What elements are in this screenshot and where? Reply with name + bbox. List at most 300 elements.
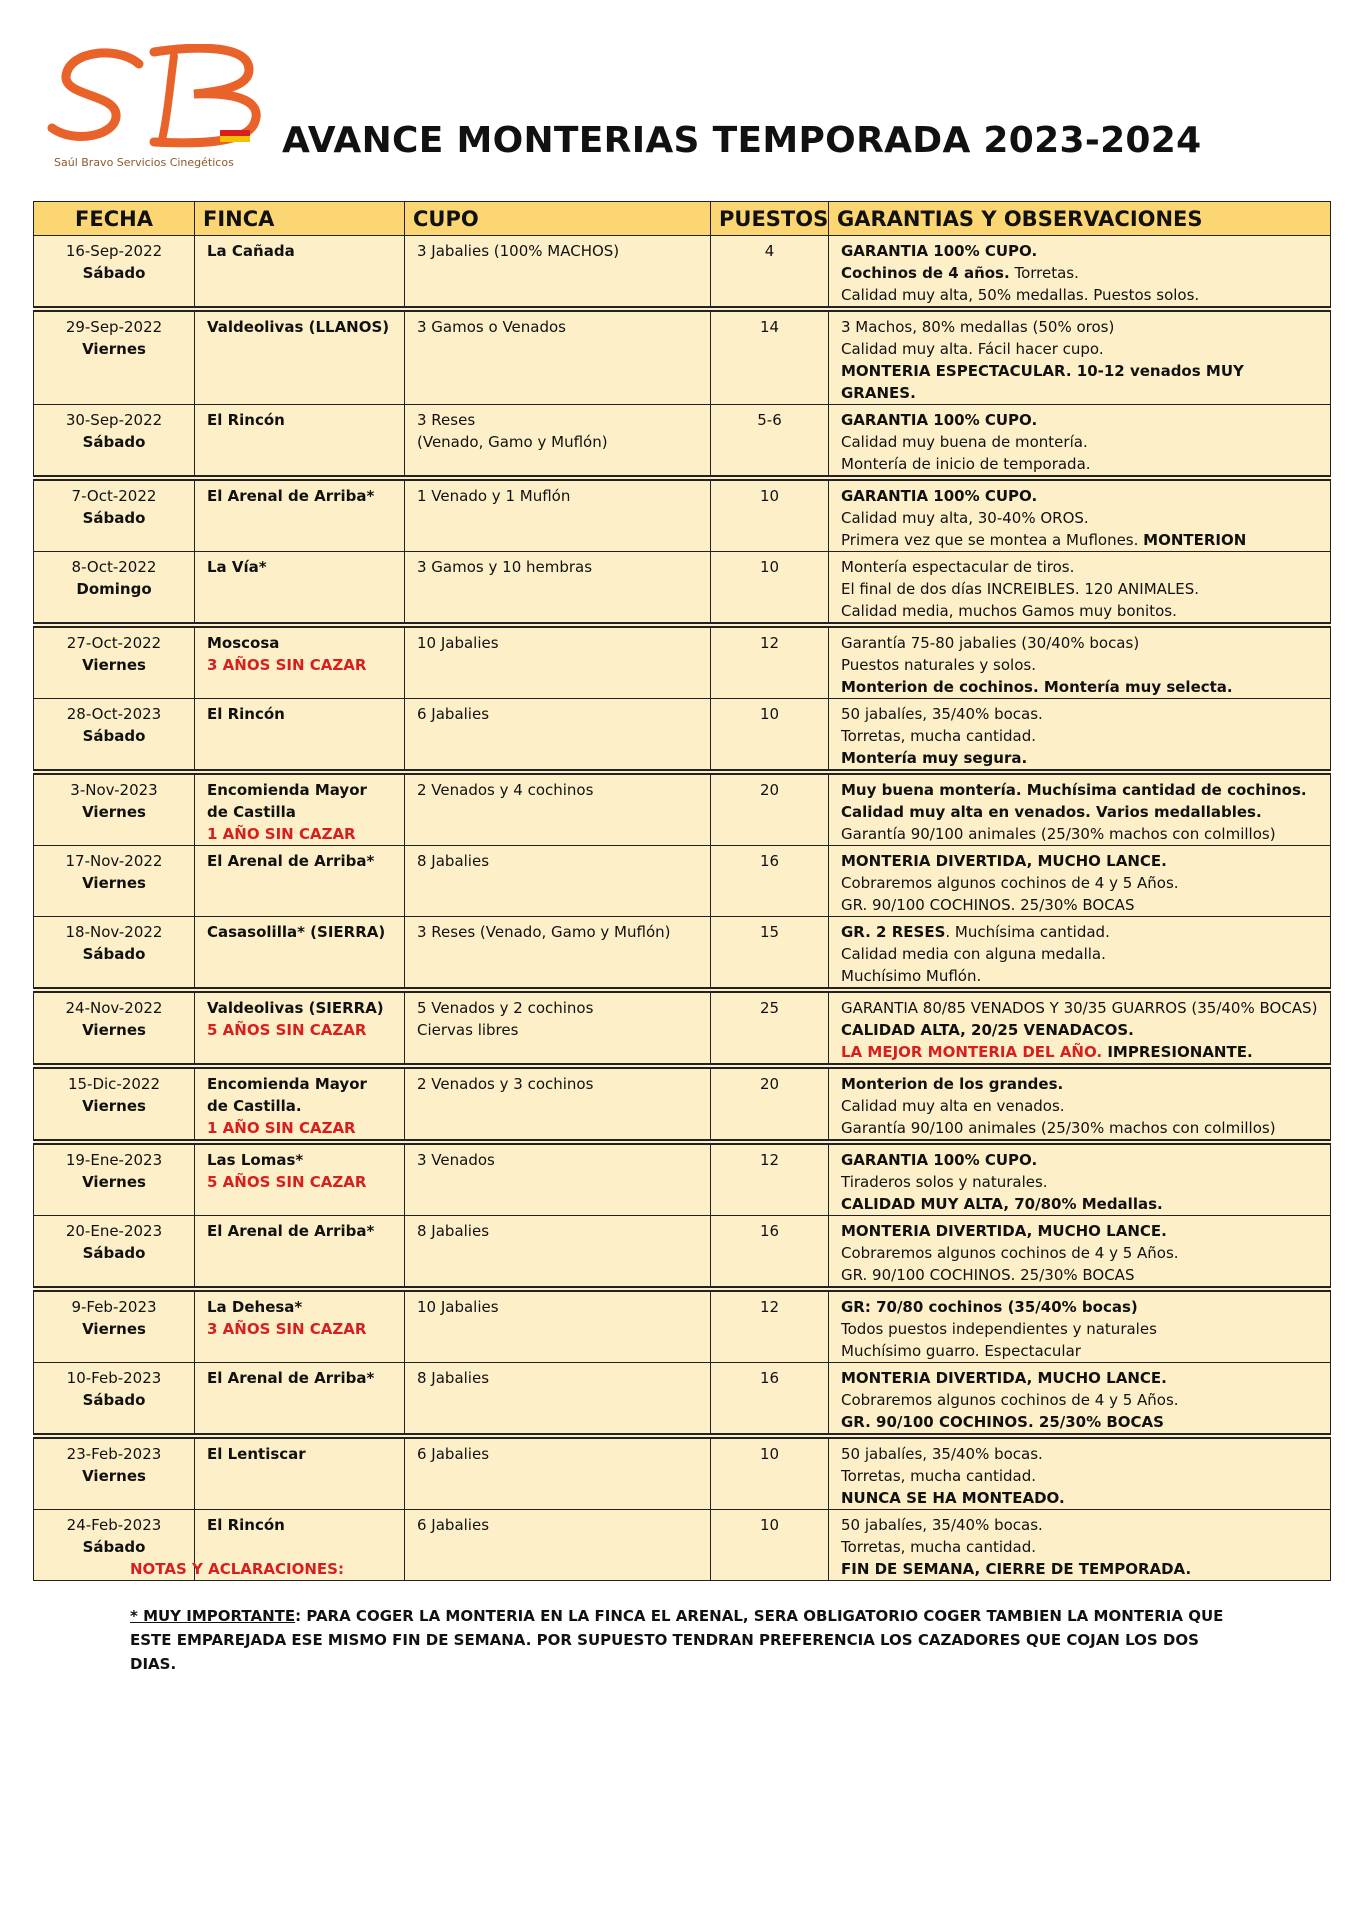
cell-observaciones (829, 1216, 1331, 1290)
observation-segment: Calidad muy alta en venados. (841, 1097, 1065, 1115)
table-row (34, 309, 1331, 405)
cell-fecha (34, 772, 195, 846)
observation-segment: Calidad muy alta, 50% medallas. Puestos solos. (841, 286, 1200, 304)
notes-text: : PARA COGER LA MONTERIA EN LA FINCA EL ARENAL, SERA OBLIGATORIO COGER TAMBIEN LA MONTERIA QUE ESTE EMPAREJADA ESE MISMO FIN DE SEMANA. POR SUPUESTO TENDRAN PREFERENCIA LOS CAZADORES QUE COJAN LOS DOS DIAS. (130, 1607, 1224, 1673)
date-text: 28-Oct-2023 (66, 705, 162, 723)
table-row (34, 405, 1331, 479)
cell-cupo (405, 478, 711, 552)
observation-line (841, 316, 1318, 338)
date-text: 16-Sep-2022 (65, 242, 163, 260)
observation-segment: GR. 90/100 COCHINOS. 25/30% BOCAS (841, 1266, 1135, 1284)
cupo-line: 2 Venados y 3 cochinos (417, 1075, 594, 1093)
observation-line (841, 850, 1318, 872)
puestos-value: 15 (759, 923, 780, 941)
cell-cupo (405, 552, 711, 626)
cell-observaciones (829, 552, 1331, 626)
finca-name: El Rincón (207, 411, 285, 429)
finca-name: Moscosa (207, 634, 280, 652)
observation-line (841, 1073, 1318, 1095)
cell-fecha (34, 1289, 195, 1363)
header-puestos: PUESTOS (711, 202, 829, 236)
cell-finca (195, 552, 405, 626)
finca-name: El Arenal de Arriba* (207, 852, 375, 870)
observation-line (841, 1041, 1318, 1063)
cell-cupo (405, 1066, 711, 1142)
cell-fecha (34, 1363, 195, 1437)
cell-cupo (405, 699, 711, 773)
table-row (34, 917, 1331, 991)
cupo-line: 10 Jabalies (417, 634, 499, 652)
observation-segment: Muy buena montería. Muchísima cantidad de cochinos. (841, 781, 1307, 799)
observation-line (841, 943, 1318, 965)
cell-puestos (711, 990, 829, 1066)
date-text: 3-Nov-2023 (70, 781, 158, 799)
observation-segment: LA MEJOR MONTERIA DEL AÑO. (841, 1043, 1103, 1061)
cupo-line: 3 Reses (417, 411, 476, 429)
cupo-line: 3 Reses (Venado, Gamo y Muflón) (417, 923, 671, 941)
finca-note: 5 AÑOS SIN CAZAR (207, 1173, 367, 1191)
observation-line (841, 1367, 1318, 1389)
puestos-value: 16 (759, 1369, 780, 1387)
table-row (34, 772, 1331, 846)
observation-segment: GARANTIA 100% CUPO. (841, 242, 1038, 260)
weekday-text: Viernes (82, 1021, 146, 1039)
cell-puestos (711, 1216, 829, 1290)
observation-line (841, 1340, 1318, 1362)
finca-name: Valdeolivas (LLANOS) (207, 318, 390, 336)
observation-segment: GR. 2 RESES (841, 923, 946, 941)
observation-line (841, 240, 1318, 262)
cell-fecha (34, 1066, 195, 1142)
cupo-line: (Venado, Gamo y Muflón) (417, 433, 608, 451)
table-row (34, 478, 1331, 552)
observation-segment: GARANTIA 80/85 VENADOS Y 30/35 GUARROS (35/40% BOCAS) (841, 999, 1318, 1017)
cupo-line: Ciervas libres (417, 1021, 519, 1039)
cell-fecha (34, 478, 195, 552)
flag-stripe-gold (220, 136, 250, 142)
cell-cupo (405, 1142, 711, 1216)
cell-finca (195, 478, 405, 552)
observation-line (841, 556, 1318, 578)
observation-line (841, 894, 1318, 916)
observation-segment: GR. 90/100 COCHINOS. 25/30% BOCAS (841, 1413, 1164, 1431)
cell-cupo (405, 990, 711, 1066)
puestos-value: 16 (759, 1222, 780, 1240)
cell-cupo (405, 1216, 711, 1290)
cell-cupo (405, 309, 711, 405)
observation-segment: Calidad muy alta, 30-40% OROS. (841, 509, 1089, 527)
cell-observaciones (829, 405, 1331, 479)
cupo-line: 8 Jabalies (417, 1222, 490, 1240)
date-text: 27-Oct-2022 (66, 634, 162, 652)
observation-segment: Torretas, mucha cantidad. (841, 1538, 1037, 1556)
cell-cupo (405, 917, 711, 991)
cell-finca (195, 772, 405, 846)
cell-observaciones (829, 917, 1331, 991)
cupo-line: 10 Jabalies (417, 1298, 499, 1316)
finca-note: 3 AÑOS SIN CAZAR (207, 1320, 367, 1338)
observation-line (841, 507, 1318, 529)
observation-segment: Calidad media con alguna medalla. (841, 945, 1106, 963)
date-text: 20-Ene-2023 (65, 1222, 163, 1240)
weekday-text: Sábado (82, 945, 146, 963)
observation-segment: MONTERIA DIVERTIDA, MUCHO LANCE. (841, 1369, 1167, 1387)
notes-important-label: * MUY IMPORTANTE (130, 1607, 296, 1625)
observation-line (841, 823, 1318, 845)
cell-puestos (711, 405, 829, 479)
cell-puestos (711, 1289, 829, 1363)
weekday-text: Domingo (76, 580, 152, 598)
cell-puestos (711, 772, 829, 846)
observation-line (841, 431, 1318, 453)
observation-line (841, 676, 1318, 698)
observation-line (841, 747, 1318, 769)
table-row (34, 1216, 1331, 1290)
cell-fecha (34, 1142, 195, 1216)
date-text: 24-Nov-2022 (65, 999, 163, 1017)
observation-segment: Cobraremos algunos cochinos de 4 y 5 Años. (841, 874, 1179, 892)
cell-finca (195, 990, 405, 1066)
observation-line (841, 1296, 1318, 1318)
finca-name: Casasolilla* (SIERRA) (207, 923, 386, 941)
finca-note: 1 AÑO SIN CAZAR (207, 1119, 356, 1137)
weekday-text: Viernes (82, 340, 146, 358)
observation-line (841, 1095, 1318, 1117)
observation-segment: Torretas, mucha cantidad. (841, 727, 1037, 745)
cupo-line: 8 Jabalies (417, 1369, 490, 1387)
observation-segment: MONTERION (1143, 531, 1247, 549)
observation-line (841, 1536, 1318, 1558)
observation-segment: IMPRESIONANTE. (1102, 1043, 1253, 1061)
observation-segment: Monterion de cochinos. Montería muy selecta. (841, 678, 1233, 696)
observation-line (841, 1318, 1318, 1340)
weekday-text: Viernes (82, 1173, 146, 1191)
finca-name: La Vía* (207, 558, 267, 576)
cell-cupo (405, 846, 711, 917)
cell-fecha (34, 552, 195, 626)
observation-segment: Calidad muy alta. Fácil hacer cupo. (841, 340, 1104, 358)
cell-puestos (711, 1066, 829, 1142)
observation-line (841, 485, 1318, 507)
cell-puestos (711, 1436, 829, 1510)
cell-cupo (405, 625, 711, 699)
cell-finca (195, 917, 405, 991)
table-row (34, 1142, 1331, 1216)
observation-line (841, 284, 1318, 306)
logo-tagline: Saúl Bravo Servicios Cinegéticos (54, 156, 234, 169)
cell-fecha (34, 990, 195, 1066)
observation-line (841, 1242, 1318, 1264)
weekday-text: Sábado (82, 727, 146, 745)
table-row (34, 1363, 1331, 1437)
observation-line (841, 1117, 1318, 1139)
observation-line (841, 1389, 1318, 1411)
observation-line (841, 654, 1318, 676)
observation-segment: GR. 90/100 COCHINOS. 25/30% BOCAS (841, 896, 1135, 914)
puestos-value: 12 (759, 634, 780, 652)
date-text: 15-Dic-2022 (67, 1075, 161, 1093)
weekday-text: Sábado (82, 509, 146, 527)
date-text: 18-Nov-2022 (65, 923, 163, 941)
cell-observaciones (829, 1066, 1331, 1142)
observation-segment: Calidad media, muchos Gamos muy bonitos. (841, 602, 1177, 620)
date-text: 24-Feb-2023 (66, 1516, 162, 1534)
date-text: 23-Feb-2023 (66, 1445, 162, 1463)
date-text: 7-Oct-2022 (71, 487, 157, 505)
cell-observaciones (829, 1363, 1331, 1437)
puestos-value: 10 (759, 558, 780, 576)
finca-name: Encomienda Mayor de Castilla (207, 781, 367, 821)
cell-observaciones (829, 309, 1331, 405)
cell-observaciones (829, 1289, 1331, 1363)
cell-fecha (34, 236, 195, 310)
puestos-value: 12 (759, 1151, 780, 1169)
puestos-value: 25 (759, 999, 780, 1017)
observation-segment: 3 Machos, 80% medallas (50% oros) (841, 318, 1115, 336)
observation-line (841, 632, 1318, 654)
cupo-line: 8 Jabalies (417, 852, 490, 870)
observation-line (841, 921, 1318, 943)
table-row (34, 990, 1331, 1066)
cell-finca (195, 1436, 405, 1510)
finca-name: El Arenal de Arriba* (207, 1369, 375, 1387)
cell-fecha (34, 625, 195, 699)
notes-title: NOTAS Y ACLARACIONES: (130, 1560, 344, 1578)
weekday-text: Viernes (82, 1467, 146, 1485)
cupo-line: 5 Venados y 2 cochinos (417, 999, 594, 1017)
cell-puestos (711, 309, 829, 405)
observation-line (841, 360, 1318, 404)
finca-name: El Rincón (207, 1516, 285, 1534)
weekday-text: Viernes (82, 656, 146, 674)
observation-segment: Puestos naturales y solos. (841, 656, 1036, 674)
observation-segment: 50 jabalíes, 35/40% bocas. (841, 705, 1043, 723)
monterias-table (33, 201, 1331, 1581)
observation-segment: 50 jabalíes, 35/40% bocas. (841, 1516, 1043, 1534)
cell-finca (195, 1142, 405, 1216)
observation-segment: 50 jabalíes, 35/40% bocas. (841, 1445, 1043, 1463)
observation-line (841, 1465, 1318, 1487)
cupo-line: 3 Gamos o Venados (417, 318, 566, 336)
date-text: 30-Sep-2022 (65, 411, 163, 429)
cupo-line: 1 Venado y 1 Muflón (417, 487, 571, 505)
weekday-text: Sábado (82, 433, 146, 451)
finca-note: 5 AÑOS SIN CAZAR (207, 1021, 367, 1039)
observation-segment: Primera vez que se montea a Muflones. (841, 531, 1144, 549)
cell-finca (195, 309, 405, 405)
table-row (34, 1066, 1331, 1142)
cell-cupo (405, 772, 711, 846)
observation-line (841, 1443, 1318, 1465)
notes-body (130, 1604, 1230, 1676)
observation-segment: GARANTIA 100% CUPO. (841, 487, 1038, 505)
weekday-text: Sábado (82, 1391, 146, 1409)
notes-section (130, 1560, 1230, 1676)
observation-segment: El final de dos días INCREIBLES. 120 ANIMALES. (841, 580, 1200, 598)
cell-puestos (711, 917, 829, 991)
observation-line (841, 872, 1318, 894)
sb-logo-mark (44, 44, 284, 154)
observation-segment: GARANTIA 100% CUPO. (841, 1151, 1038, 1169)
weekday-text: Sábado (82, 1244, 146, 1262)
puestos-value: 4 (764, 242, 775, 260)
cell-finca (195, 1216, 405, 1290)
finca-name: El Arenal de Arriba* (207, 1222, 375, 1240)
observation-segment: Cobraremos algunos cochinos de 4 y 5 Años. (841, 1244, 1179, 1262)
finca-note: 3 AÑOS SIN CAZAR (207, 656, 367, 674)
table-row (34, 552, 1331, 626)
observation-segment: GR: 70/80 cochinos (35/40% bocas) (841, 1298, 1138, 1316)
brand-logo (44, 44, 284, 174)
observation-line (841, 578, 1318, 600)
observation-segment: . Muchísima cantidad. (945, 923, 1110, 941)
cell-observaciones (829, 625, 1331, 699)
table-header-row (34, 202, 1331, 236)
observation-line (841, 1019, 1318, 1041)
observation-segment: Montería espectacular de tiros. (841, 558, 1075, 576)
cell-observaciones (829, 1142, 1331, 1216)
table-row (34, 1436, 1331, 1510)
puestos-value: 16 (759, 852, 780, 870)
cell-fecha (34, 405, 195, 479)
finca-name: El Arenal de Arriba* (207, 487, 375, 505)
observation-line (841, 1149, 1318, 1171)
cell-observaciones (829, 1436, 1331, 1510)
observation-segment: CALIDAD ALTA, 20/25 VENADACOS. (841, 1021, 1134, 1039)
cell-fecha (34, 1216, 195, 1290)
observation-line (841, 801, 1318, 823)
observation-line (841, 1220, 1318, 1242)
cupo-line: 6 Jabalies (417, 1516, 490, 1534)
observation-line (841, 725, 1318, 747)
cell-fecha (34, 699, 195, 773)
cell-fecha (34, 1436, 195, 1510)
cell-cupo (405, 236, 711, 310)
observation-segment: Garantía 75-80 jabalies (30/40% bocas) (841, 634, 1140, 652)
puestos-value: 10 (759, 1516, 780, 1534)
observation-segment: Todos puestos independientes y naturales (841, 1320, 1157, 1338)
cell-puestos (711, 552, 829, 626)
observation-segment: Muchísimo guarro. Espectacular (841, 1342, 1081, 1360)
puestos-value: 20 (759, 781, 780, 799)
cell-finca (195, 625, 405, 699)
observation-segment: CALIDAD MUY ALTA, 70/80% Medallas. (841, 1195, 1163, 1213)
observation-segment: Calidad muy alta en venados. Varios medallables. (841, 803, 1262, 821)
finca-name: El Lentiscar (207, 1445, 306, 1463)
cell-finca (195, 1289, 405, 1363)
table-row (34, 846, 1331, 917)
cupo-line: 3 Gamos y 10 hembras (417, 558, 593, 576)
observation-segment: Torretas, mucha cantidad. (841, 1467, 1037, 1485)
observation-segment: MONTERIA DIVERTIDA, MUCHO LANCE. (841, 1222, 1167, 1240)
table-row (34, 625, 1331, 699)
puestos-value: 10 (759, 1445, 780, 1463)
observation-line (841, 600, 1318, 622)
cell-observaciones (829, 990, 1331, 1066)
cell-fecha (34, 846, 195, 917)
cell-puestos (711, 699, 829, 773)
observation-segment: Torretas. (1009, 264, 1079, 282)
cell-puestos (711, 625, 829, 699)
observation-line (841, 453, 1318, 475)
puestos-value: 5-6 (757, 411, 782, 429)
observation-segment: GARANTIA 100% CUPO. (841, 411, 1038, 429)
puestos-value: 20 (759, 1075, 780, 1093)
cell-cupo (405, 1363, 711, 1437)
observation-segment: Garantía 90/100 animales (25/30% machos con colmillos) (841, 825, 1276, 843)
cupo-line: 6 Jabalies (417, 705, 490, 723)
cell-finca (195, 236, 405, 310)
observation-line (841, 1487, 1318, 1509)
date-text: 9-Feb-2023 (71, 1298, 157, 1316)
cell-puestos (711, 478, 829, 552)
date-text: 29-Sep-2022 (65, 318, 163, 336)
cell-observaciones (829, 699, 1331, 773)
cell-finca (195, 405, 405, 479)
weekday-text: Viernes (82, 874, 146, 892)
cell-observaciones (829, 236, 1331, 310)
cell-finca (195, 699, 405, 773)
finca-name: Las Lomas* (207, 1151, 304, 1169)
weekday-text: Viernes (82, 803, 146, 821)
finca-name: La Dehesa* (207, 1298, 303, 1316)
observation-line (841, 997, 1318, 1019)
finca-name: El Rincón (207, 705, 285, 723)
date-text: 17-Nov-2022 (65, 852, 163, 870)
puestos-value: 10 (759, 705, 780, 723)
page-title: AVANCE MONTERIAS TEMPORADA 2023-2024 (282, 120, 1202, 161)
table-row (34, 1289, 1331, 1363)
cell-puestos (711, 1142, 829, 1216)
table-row (34, 699, 1331, 773)
finca-name: La Cañada (207, 242, 295, 260)
table-body (34, 236, 1331, 1581)
cell-fecha (34, 309, 195, 405)
date-text: 8-Oct-2022 (71, 558, 157, 576)
observation-segment: Calidad muy buena de montería. (841, 433, 1088, 451)
observation-line (841, 1411, 1318, 1433)
observation-segment: NUNCA SE HA MONTEADO. (841, 1489, 1065, 1507)
weekday-text: Viernes (82, 1097, 146, 1115)
cupo-line: 2 Venados y 4 cochinos (417, 781, 594, 799)
date-text: 10-Feb-2023 (66, 1369, 162, 1387)
puestos-value: 14 (759, 318, 780, 336)
weekday-text: Sábado (82, 1538, 146, 1556)
observation-segment: Cobraremos algunos cochinos de 4 y 5 Años. (841, 1391, 1179, 1409)
observation-segment: FIN DE SEMANA, CIERRE DE TEMPORADA. (841, 1560, 1192, 1578)
observation-line (841, 1193, 1318, 1215)
finca-note: 1 AÑO SIN CAZAR (207, 825, 356, 843)
cell-finca (195, 1363, 405, 1437)
cell-cupo (405, 1436, 711, 1510)
observation-line (841, 703, 1318, 725)
observation-line (841, 965, 1318, 987)
observation-line (841, 409, 1318, 431)
observation-line (841, 779, 1318, 801)
date-text: 19-Ene-2023 (65, 1151, 163, 1169)
weekday-text: Viernes (82, 1320, 146, 1338)
header-garantias: GARANTIAS Y OBSERVACIONES (829, 202, 1331, 236)
cupo-line: 6 Jabalies (417, 1445, 490, 1463)
cell-puestos (711, 1363, 829, 1437)
observation-segment: Montería de inicio de temporada. (841, 455, 1091, 473)
observation-segment: MONTERIA DIVERTIDA, MUCHO LANCE. (841, 852, 1167, 870)
puestos-value: 10 (759, 487, 780, 505)
cell-observaciones (829, 772, 1331, 846)
observation-line (841, 529, 1318, 551)
finca-name: Encomienda Mayor de Castilla. (207, 1075, 367, 1115)
cell-fecha (34, 917, 195, 991)
